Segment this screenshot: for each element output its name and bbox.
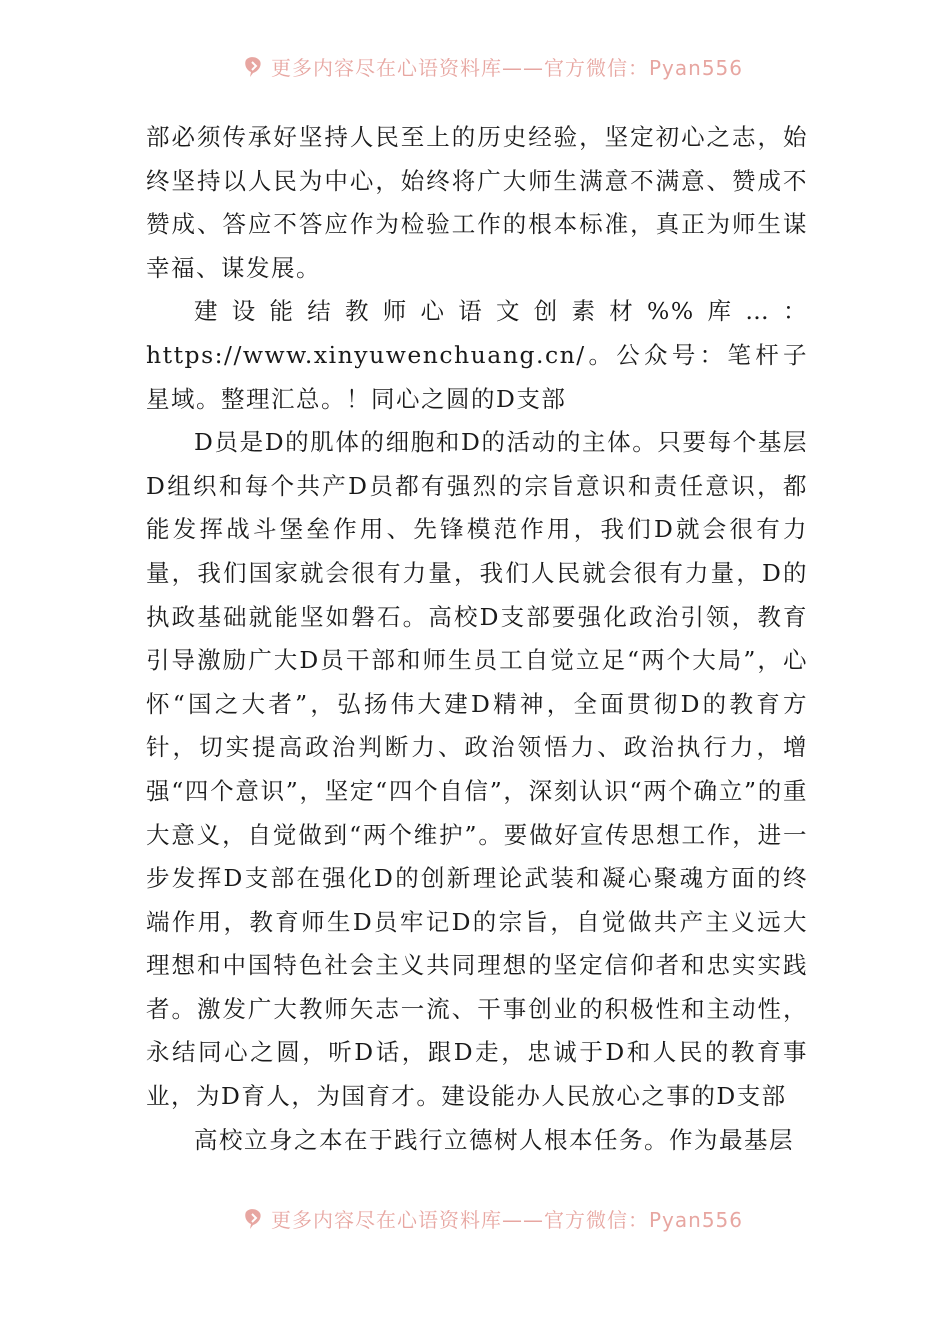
paragraph-foundation: 高校立身之本在于践行立德树人根本任务。作为最基层 xyxy=(194,1125,794,1154)
paragraph-promo: 建设能结教师心语文创素材%%库…：https://www.xinyuwenchuang.cn/。公众号：笔杆子星域。整理汇总。！同心之圆的D支部 xyxy=(146,297,808,413)
watermark-text: 更多内容尽在心语资料库——官方微信：Pyan556 xyxy=(271,55,744,80)
paragraph-party-members: D员是D的肌体的细胞和D的活动的主体。只要每个基层D组织和每个共产D员都有强烈的宗旨意识和责任意识，都能发挥战斗堡垒作用、先锋模范作用，我们D就会很有力量，我们国家就会很有力量，我们人民就会很有力量，D的执政基础就能坚如磐石。高校D支部要强化政治引领，教育引导激励广大D员干部和师生员工自觉立足“两个大局”，心怀“国之大者”，弘扬伟大建D精神，全面贯彻D的教育方针，切实提高政治判断力、政治领悟力、政治执行力，增强“四个意识”，坚定“四个自信”，深刻认识“两个确立”的重大意义，自觉做到“两个维护”。要做好宣传思想工作，进一步发挥D支部在强化D的创新理论武装和凝心聚魂方面的终端作用，教育师生D员牢记D的宗旨，自觉做共产主义远大理想和中国特色社会主义共同理想的坚定信仰者和忠实实践者。激发广大教师矢志一流、干事创业的积极性和主动性，永结同心之圆，听D话，跟D走，忠诚于D和人民的教育事业，为D育人，为国育才。建设能办人民放心之事的D支部 xyxy=(146,428,808,1111)
header-watermark-banner xyxy=(0,52,950,92)
brand-logo-icon xyxy=(243,1206,265,1230)
brand-logo-icon xyxy=(243,54,265,78)
paragraph-continuation: 部必须传承好坚持人民至上的历史经验，坚定初心之志，始终坚持以人民为中心，始终将广大师生满意不满意、赞成不赞成、答应不答应作为检验工作的根本标准，真正为师生谋幸福、谋发展。 xyxy=(146,123,808,282)
watermark-text: 更多内容尽在心语资料库——官方微信：Pyan556 xyxy=(271,1207,744,1232)
footer-watermark-banner xyxy=(0,1204,950,1244)
document-body xyxy=(146,116,808,1162)
